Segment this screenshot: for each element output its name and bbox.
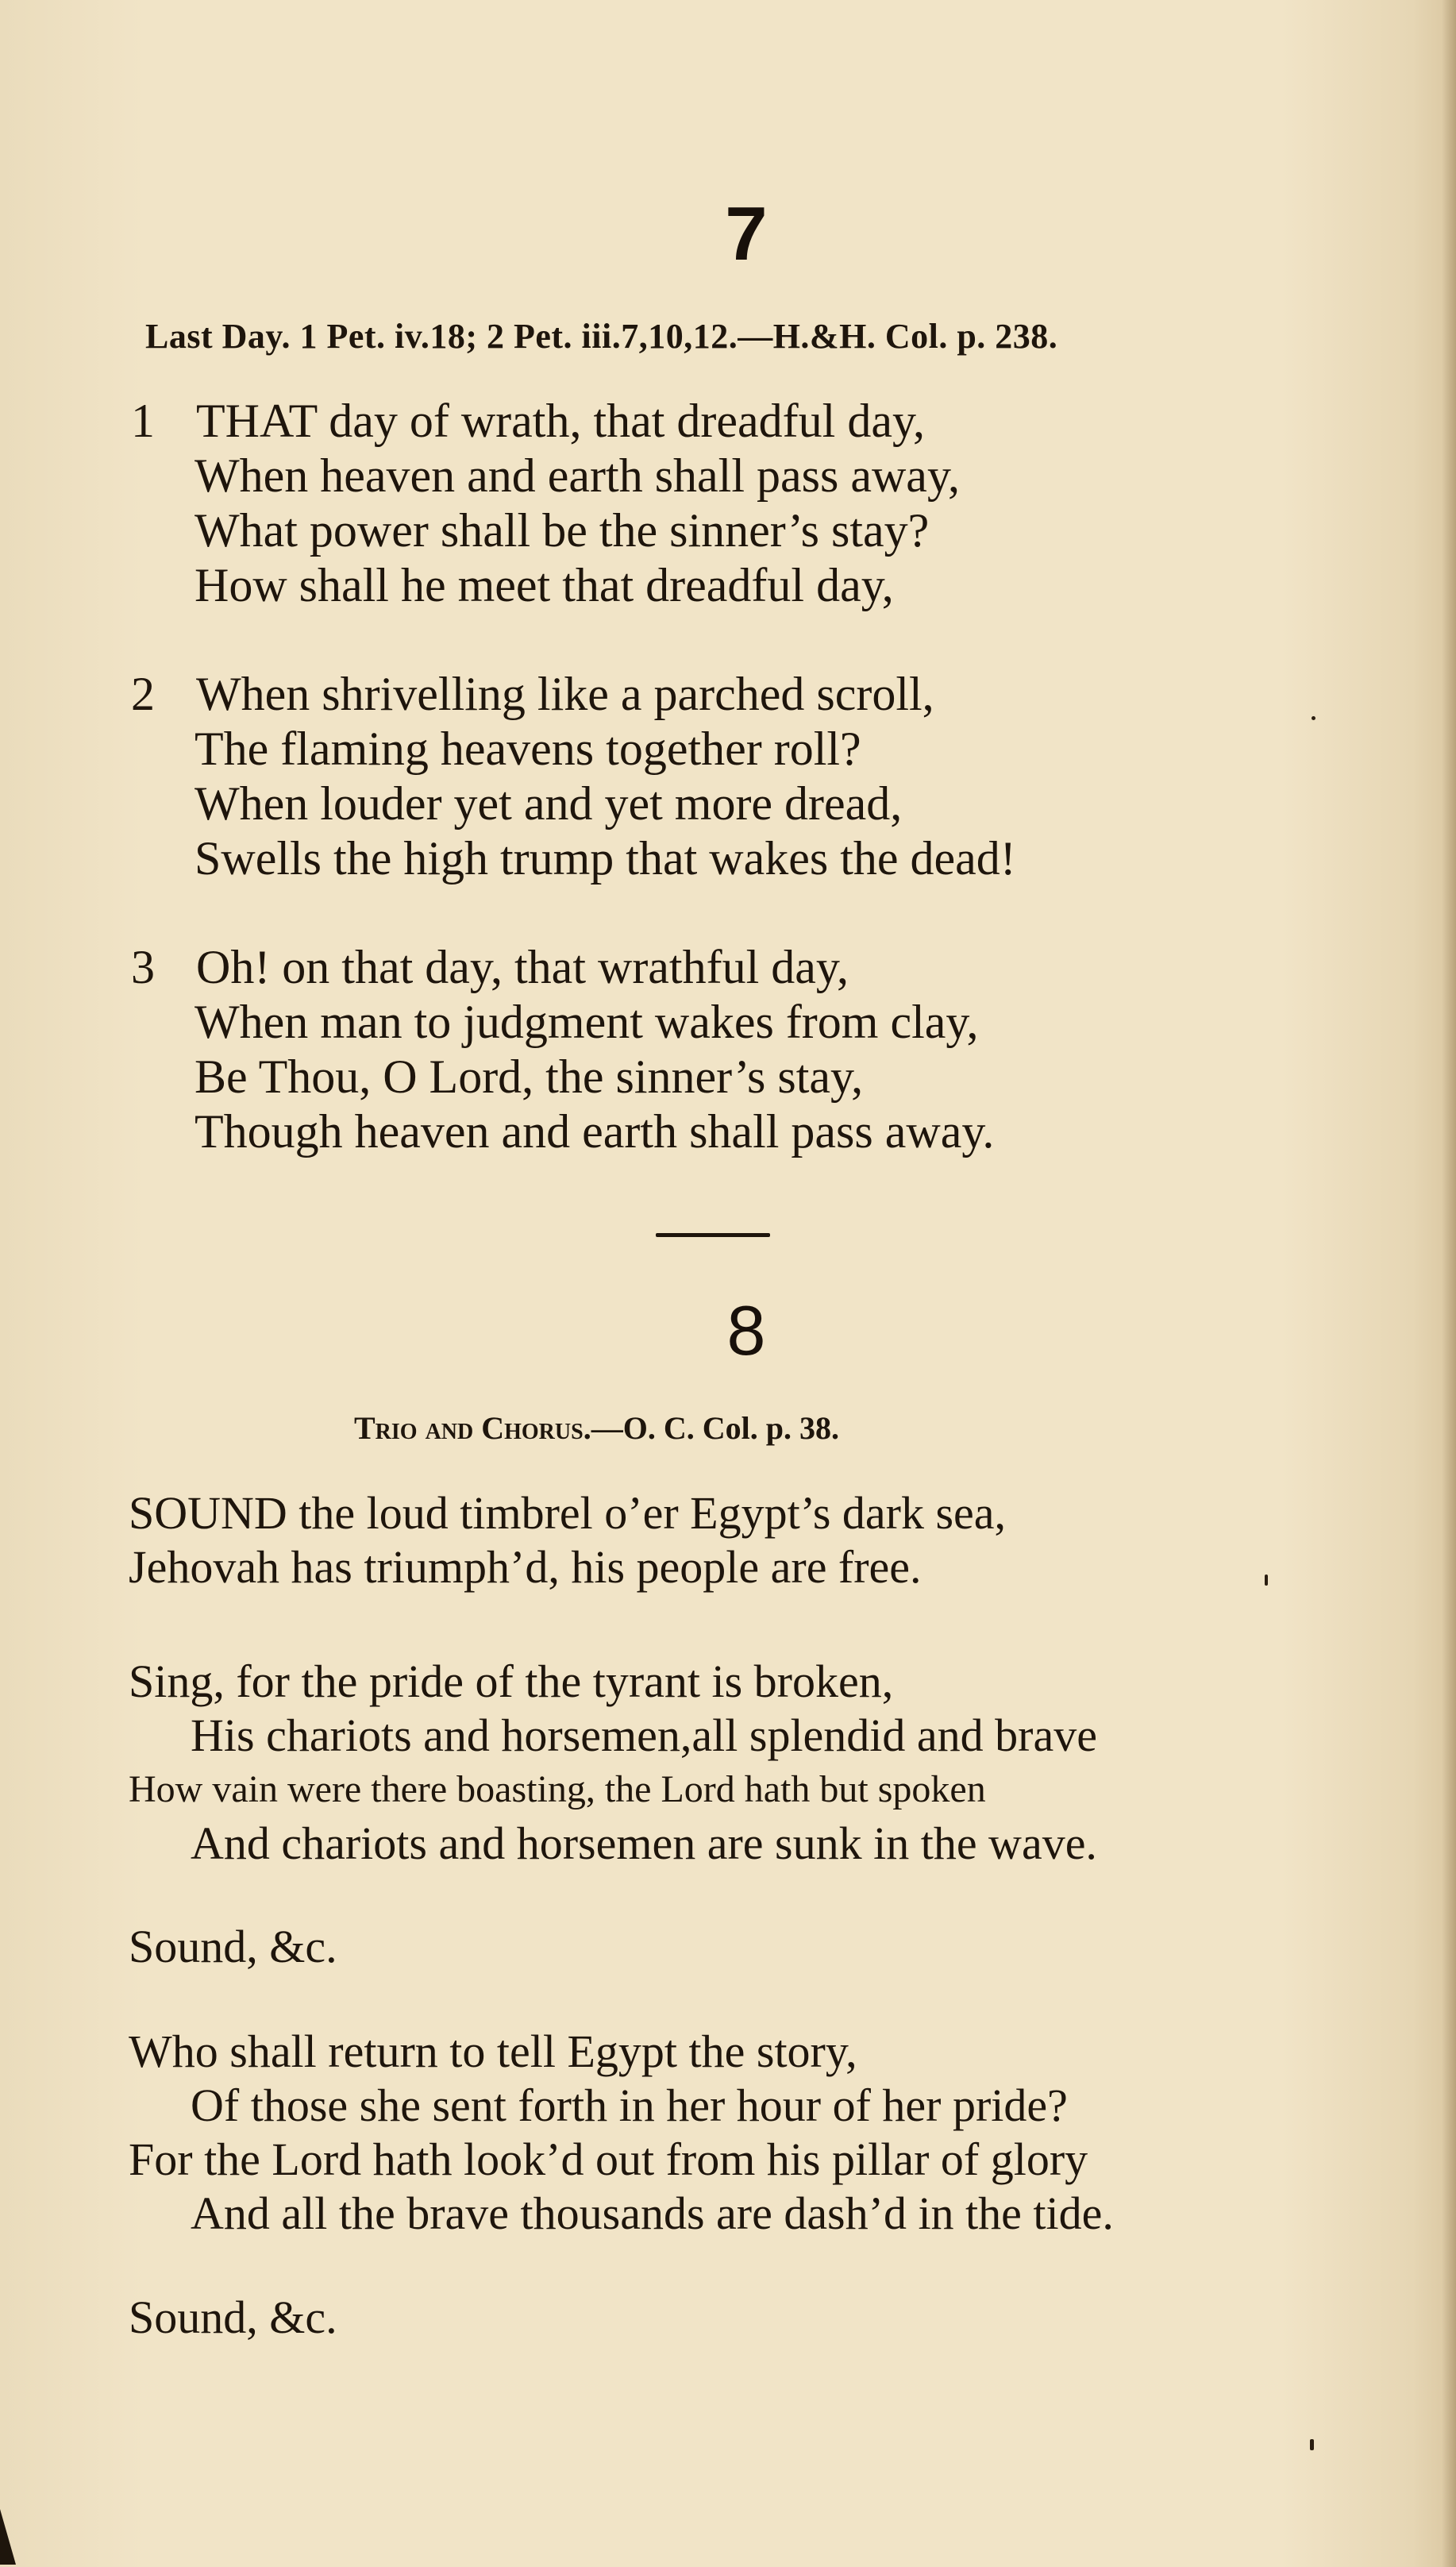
hymn-8-refrain-1 <box>129 1920 337 1974</box>
verse-line: Jehovah has triumph’d, his people are free. <box>129 1541 922 1593</box>
hymn-8-number: 8 <box>726 1291 766 1370</box>
verse-line <box>131 667 1016 722</box>
hymn-8-source: —O. C. Col. p. 38. <box>591 1410 839 1446</box>
verse-text: When shrivelling like a parched scroll, <box>196 668 934 720</box>
verse-line: For the Lord hath look’d out from his pillar of glory <box>129 2133 1088 2185</box>
paper-speck <box>1310 2439 1314 2450</box>
verse-line: How shall he meet that dreadful day, <box>195 559 894 611</box>
verse-line: Sound, &c. <box>129 2291 337 2343</box>
verse-line <box>131 940 994 995</box>
verse-line: SOUND the loud timbrel o’er Egypt’s dark sea, <box>129 1487 1007 1539</box>
paper-speck <box>1312 716 1315 720</box>
verse-line: Though heaven and earth shall pass away. <box>195 1105 995 1158</box>
hymn-7-stanza-1 <box>131 394 960 613</box>
verse-line: His chariots and horsemen,all splendid and brave <box>191 1709 1097 1761</box>
stanza-number: 1 <box>131 395 155 447</box>
verse-line: And chariots and horsemen are sunk in the wave. <box>191 1817 1097 1869</box>
hymn-8-verse-2 <box>129 2025 1114 2241</box>
stanza-number: 2 <box>131 668 155 720</box>
verse-line: Of those she sent forth in her hour of her pride? <box>191 2079 1068 2131</box>
verse-line: And all the brave thousands are dash’d in the tide. <box>191 2187 1114 2239</box>
verse-line <box>131 394 960 449</box>
verse-line: Who shall return to tell Egypt the story, <box>129 2025 857 2077</box>
hymn-7-stanza-2 <box>131 667 1016 886</box>
hymn-8-title: Trio and Chorus. <box>354 1410 591 1446</box>
hymn-8-refrain-2 <box>129 2291 337 2345</box>
hymn-7-number: 7 <box>725 191 768 276</box>
verse-line: How vain were there boasting, the Lord hath but spoken <box>129 1768 986 1810</box>
verse-line: Sing, for the pride of the tyrant is broken, <box>129 1655 894 1707</box>
verse-text: Oh! on that day, that wrathful day, <box>196 941 849 993</box>
verse-line: Be Thou, O Lord, the sinner’s stay, <box>195 1050 864 1103</box>
verse-line: Sound, &c. <box>129 1921 337 1972</box>
hymn-8-chorus <box>129 1486 1006 1594</box>
verse-line: When louder yet and yet more dread, <box>195 777 903 830</box>
hymn-8-header <box>354 1409 839 1447</box>
verse-text: THAT day of wrath, that dreadful day, <box>196 395 926 447</box>
verse-line: When man to judgment wakes from clay, <box>195 996 979 1048</box>
verse-line: Swells the high trump that wakes the dead! <box>195 832 1016 885</box>
verse-line: What power shall be the sinner’s stay? <box>195 504 930 557</box>
paper-speck <box>1265 1575 1268 1586</box>
verse-line: When heaven and earth shall pass away, <box>195 449 961 502</box>
hymn-8-verse-1 <box>129 1655 1097 1871</box>
hymn-7-stanza-3 <box>131 940 994 1159</box>
corner-mark <box>0 2509 16 2565</box>
hymn-7-header: Last Day. 1 Pet. iv.18; 2 Pet. iii.7,10,12.—H.&H. Col. p. 238. <box>145 317 1058 356</box>
stanza-number: 3 <box>131 941 155 993</box>
page-edge-shadow <box>1442 0 1456 2567</box>
verse-line: The flaming heavens together roll? <box>195 723 861 775</box>
section-divider <box>656 1233 770 1237</box>
